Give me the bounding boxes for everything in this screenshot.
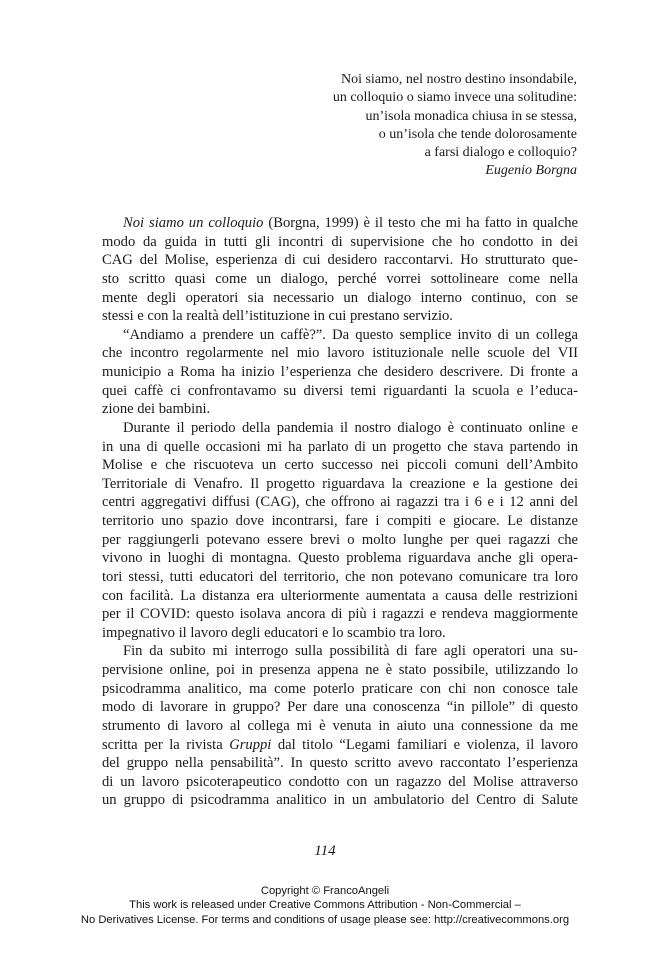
epigraph	[157, 71, 577, 181]
paragraph	[102, 214, 578, 326]
text-line: “Andiamo a prendere un caffè?”. Da questo semplice invito di un collega	[123, 326, 578, 343]
text-line: scritta per la rivista Gruppi dal titolo “Legami familiari e violenza, il lavoro	[102, 736, 578, 753]
page-number: 114	[314, 843, 336, 859]
paragraph	[102, 326, 578, 419]
text-line: sto scritto quasi come un dialogo, perché vorrei sottolineare come nella	[102, 270, 578, 287]
text-line: quei caffè ci confrontavamo su diversi temi riguardanti la scuola e l’educa-	[102, 382, 578, 399]
epigraph-line: Noi siamo, nel nostro destino insondabile,	[340, 72, 577, 87]
epigraph-line: un’isola monadica chiusa in se stessa,	[365, 108, 577, 124]
epigraph-line: un colloquio o siamo invece una solitudine:	[332, 90, 577, 106]
text-line: Durante il periodo della pandemia il nostro dialogo è continuato online e	[123, 419, 578, 436]
journal-title: Gruppi	[229, 736, 272, 753]
text-line: zione dei bambini.	[102, 401, 211, 418]
text-line: municipio a Roma ha inizio l’esperienza che desidero descrivere. Di fronte a	[102, 364, 578, 380]
text-line: tori stessi, tutti educatori del territorio, che non potevano comunicare tra loro	[102, 568, 578, 585]
text-line: in una di quelle occasioni mi ha parlato di un progetto che stava partendo in	[102, 438, 578, 455]
text-line: CAG del Molise, esperienza di cui desidero raccontarvi. Ho strutturato que-	[102, 252, 578, 269]
paragraph	[102, 642, 578, 810]
text-line: Territoriale di Venafro. Il progetto riguardava la creazione e la gestione dei	[102, 475, 578, 492]
text-line: psicodramma analitico, ma come poterlo praticare con chi non conosce tale	[102, 680, 578, 697]
license-footer	[0, 884, 650, 927]
text-line: di un lavoro psicoterapeutico condotto con un ragazzo del Molise attraverso	[102, 773, 578, 790]
text-line: impegnativo il lavoro degli educatori e lo scambio tra loro.	[102, 624, 446, 641]
text-line: del gruppo nella pensabilità”. In questo scritto avevo raccontato l’esperienza	[102, 755, 578, 772]
text-line: vivono in luoghi di montagna. Questo problema riguardava anche gli opera-	[102, 550, 578, 567]
text-line: con facilità. La distanza era ulteriormente aumentata a causa delle restrizioni	[102, 587, 578, 604]
text-line: strumento di lavoro al collega mi è venuta in aiuto una connessione da me	[102, 717, 578, 734]
text-line: stessi e con la realtà dell’istituzione in cui prestano servizio.	[102, 308, 453, 325]
text-line: territorio uno spazio dove incontrarsi, fare i compiti e giocare. Le distanze	[102, 513, 578, 529]
text-line: Noi siamo un colloquio (Borgna, 1999) è il testo che mi ha fatto in qualche	[123, 215, 578, 231]
epigraph-author: Eugenio Borgna	[485, 163, 577, 179]
epigraph-line: o un’isola che tende dolorosamente	[378, 126, 577, 142]
text-line: modo da guida in tutti gli incontri di supervisione che ho condotto in dei	[102, 233, 578, 250]
text-line: mente degli operatori sia necessario un dialogo interno continuo, con se	[102, 289, 578, 306]
paragraph	[102, 419, 578, 643]
text-line: per il COVID: questo isolava ancora di più i ragazzi e rendeva maggiormente	[102, 606, 578, 623]
book-title: Noi siamo un colloquio	[123, 215, 264, 231]
text-line: un gruppo di psicodramma analitico in un ambulatorio del Centro di Salute	[102, 792, 578, 809]
text-line: Fin da subito mi interrogo sulla possibilità di fare agli operatori una su-	[123, 643, 578, 660]
text-line: pervisione online, poi in presenza appena ne è stato possibile, utilizzando lo	[102, 662, 578, 678]
copyright-notice: Copyright © FrancoAngeli	[260, 885, 390, 897]
text-line: Molise e che riscuoteva un certo successo nei piccoli comuni dell’Ambito	[102, 457, 578, 474]
body-text	[102, 214, 578, 810]
epigraph-line: a farsi dialogo e colloquio?	[424, 145, 577, 161]
text-line: centri aggregativi diffusi (CAG), che offrono ai ragazzi tra i 6 e i 12 anni del	[102, 494, 578, 511]
license-notice-line: No Derivatives License. For terms and conditions of usage please see: http://creativecommons.org	[80, 913, 570, 926]
license-notice-line: This work is released under Creative Commons Attribution - Non-Commercial –	[129, 899, 521, 912]
text-line: che incontro regolarmente nel mio lavoro istituzionale nelle scuole del VII	[102, 345, 578, 362]
text-line: per raggiungerli potevano essere brevi o molto lunghe per quei ragazzi che	[102, 531, 578, 548]
text-line: modo di lavorare in gruppo? Per dare una conoscenza “in pillole” di questo	[102, 699, 578, 716]
